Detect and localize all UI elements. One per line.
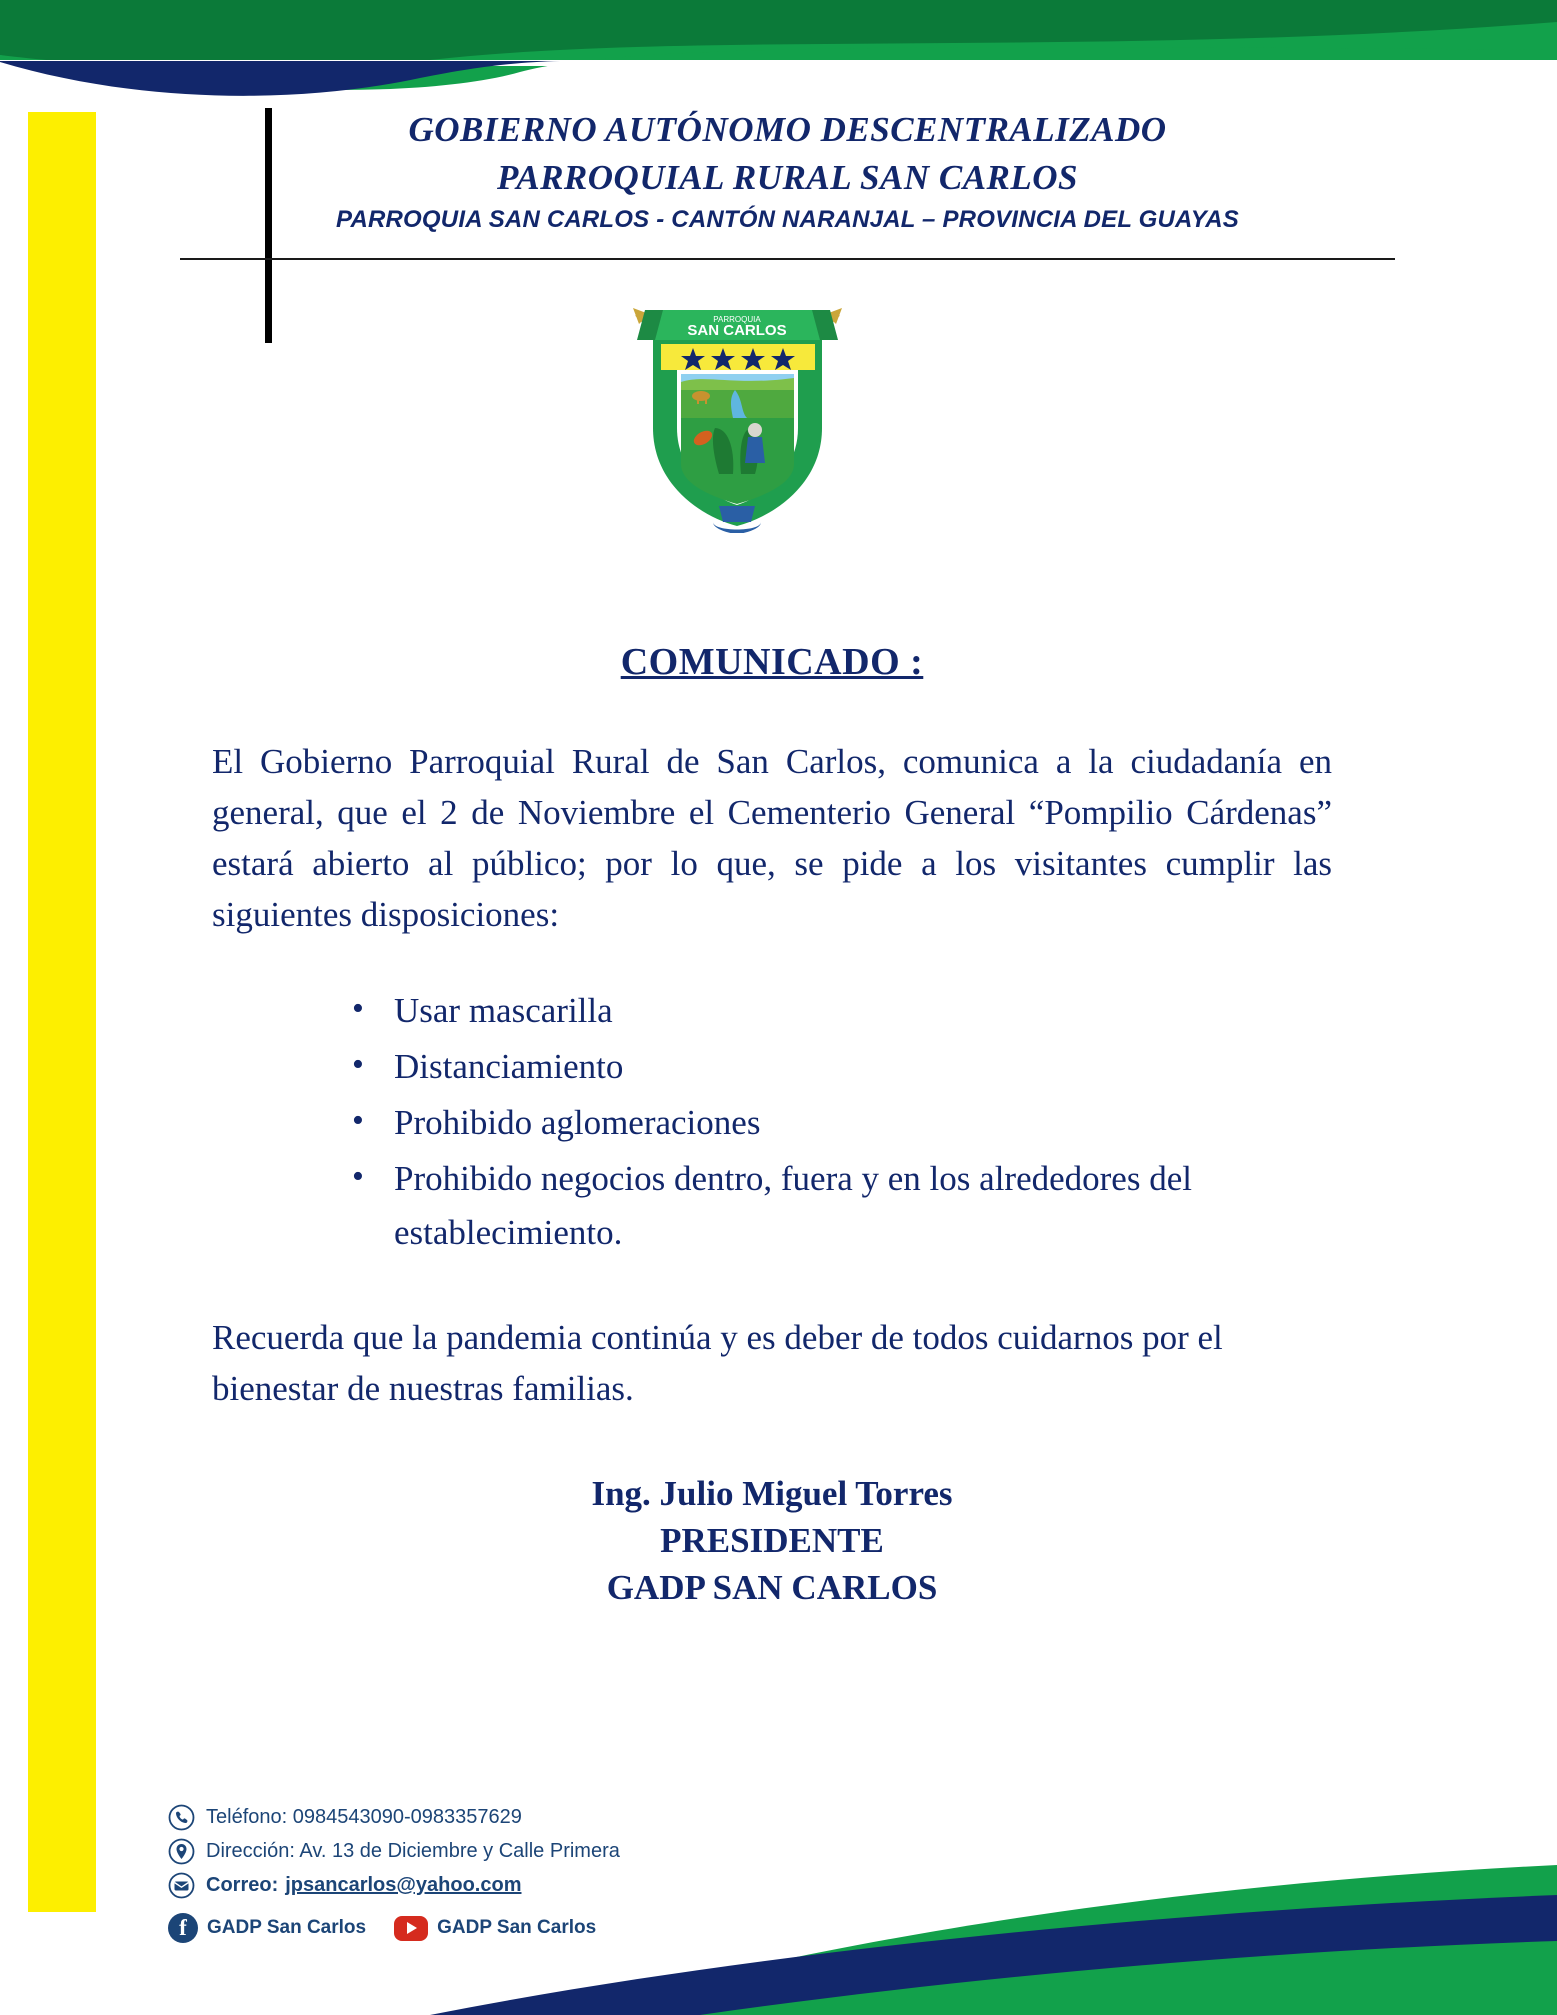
org-location-line: PARROQUIA SAN CARLOS - CANTÓN NARANJAL – PROVINCIA DEL GUAYAS	[336, 206, 1239, 233]
coat-of-arms-emblem	[615, 278, 860, 533]
disposition-list	[212, 984, 1332, 1260]
list-item: • Prohibido negocios dentro, fuera y en los alrededores del establecimiento.	[352, 1152, 1332, 1260]
emblem-name: SAN CARLOS	[687, 322, 787, 339]
phone-icon	[168, 1804, 195, 1831]
address-label: Dirección: Av. 13 de Diciembre y Calle Primera	[206, 1840, 620, 1862]
left-yellow-bar	[28, 112, 96, 1912]
document-body	[212, 640, 1332, 1611]
paragraph-closing: Recuerda que la pandemia continúa y es deber de todos cuidarnos por el bienestar de nuestras familias.	[212, 1318, 1223, 1408]
envelope-icon	[168, 1872, 195, 1899]
facebook-label: GADP San Carlos	[207, 1917, 367, 1938]
list-item: • Distanciamiento	[352, 1040, 1332, 1094]
letterhead-header	[180, 108, 1410, 253]
footer-contact-info	[168, 1804, 868, 1943]
youtube-link[interactable]	[394, 1916, 596, 1941]
phone-row	[168, 1804, 868, 1831]
email-link[interactable]: jpsancarlos@yahoo.com	[285, 1874, 522, 1896]
facebook-link[interactable]	[168, 1913, 366, 1943]
header-horizontal-rule	[180, 258, 1395, 260]
social-links-row	[168, 1913, 868, 1943]
email-row	[168, 1872, 868, 1899]
youtube-label: GADP San Carlos	[437, 1917, 597, 1938]
org-name-line2: PARROQUIAL RURAL SAN CARLOS	[496, 158, 1079, 197]
email-label: Correo:	[206, 1874, 279, 1896]
org-name-line1: GOBIERNO AUTÓNOMO DESCENTRALIZADO	[408, 110, 1167, 149]
facebook-icon: f	[168, 1913, 198, 1943]
signature-block	[212, 1470, 1332, 1611]
signature-name: Ing. Julio Miguel Torres	[591, 1474, 953, 1513]
top-banner-decoration	[0, 0, 1557, 110]
page-title: COMUNICADO :	[620, 641, 924, 683]
phone-label: Teléfono: 0984543090-0983357629	[206, 1806, 522, 1828]
address-row	[168, 1838, 868, 1865]
emblem-top-label: PARROQUIA	[713, 315, 761, 324]
location-pin-icon	[168, 1838, 195, 1865]
signature-role: PRESIDENTE	[660, 1521, 884, 1560]
youtube-icon	[394, 1916, 428, 1941]
list-item: • Usar mascarilla	[352, 984, 1332, 1038]
signature-entity: GADP SAN CARLOS	[606, 1568, 938, 1607]
paragraph-intro: El Gobierno Parroquial Rural de San Carlos, comunica a la ciudadanía en general, que el 2 de Noviembre el Cementerio General “Pompilio Cárdenas” estará abierto al público; por lo que, se pide a los visitantes cumplir las siguientes disposiciones:	[212, 742, 1332, 934]
list-item: • Prohibido aglomeraciones	[352, 1096, 1332, 1150]
